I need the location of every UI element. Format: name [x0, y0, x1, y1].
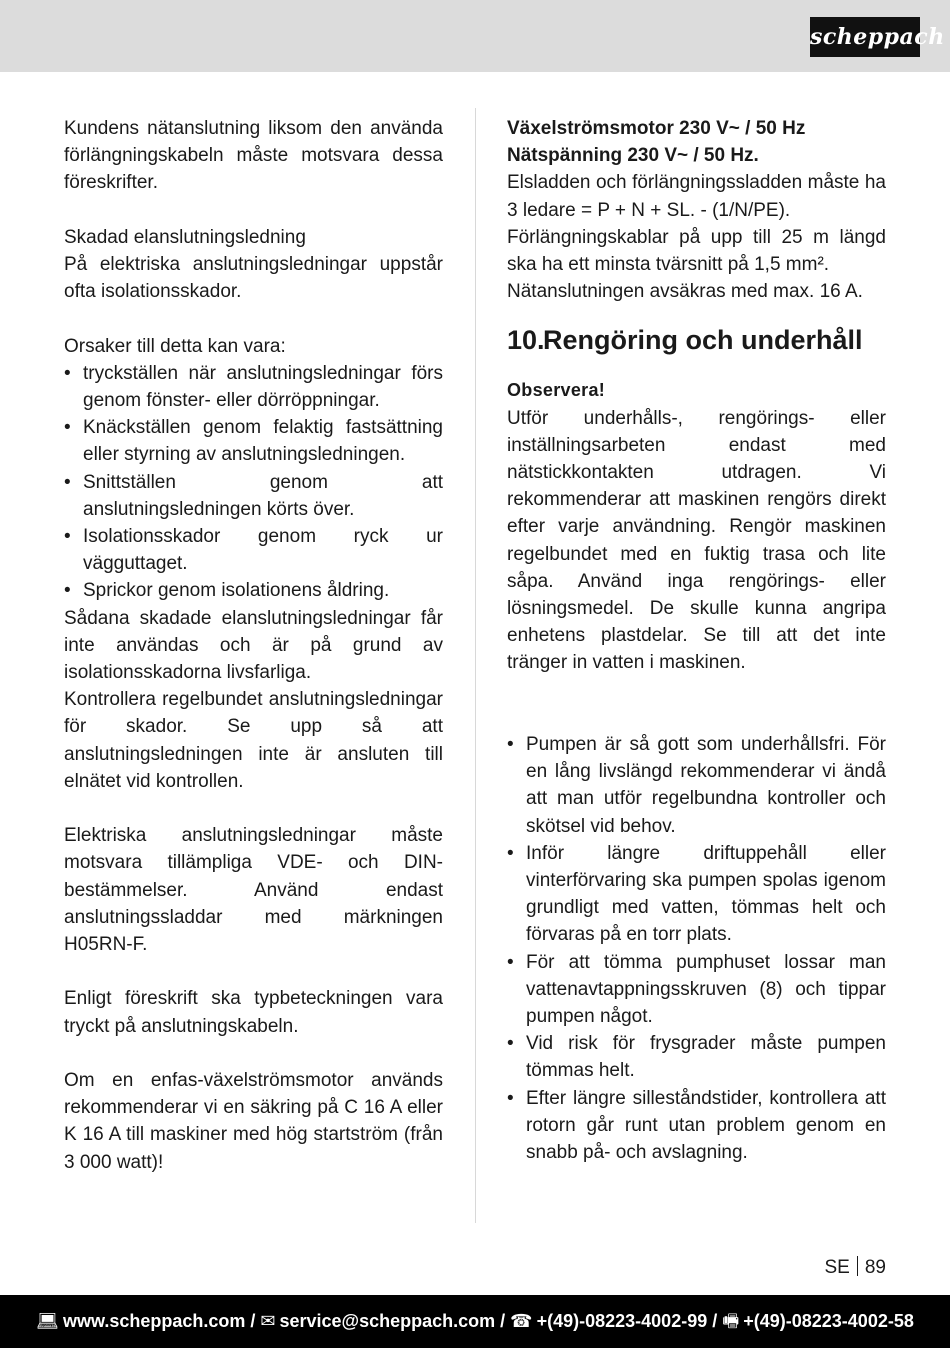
paragraph: På elektriska anslutningsledningar uppstår ofta isolationsskador.: [64, 254, 443, 303]
paragraph: Orsaker till detta kan vara:: [64, 335, 286, 357]
list-item: • Snittställen genom att anslutningsledningen körts över.: [64, 471, 443, 520]
paragraph: Sådana skadade elanslutningsledningar får inte användas och är på grund av isolationsskadorna livsfarliga.: [64, 607, 443, 684]
fax-icon: 🖷︎: [722, 1311, 740, 1331]
list-item: • Isolationsskador genom ryck ur vägguttaget.: [64, 526, 443, 575]
paragraph: Kontrollera regelbundet anslutningsledningar för skador. Se upp så att anslutningsledningen inte är ansluten till elnätet vid kontrollen.: [64, 689, 443, 792]
language-code: SE: [824, 1257, 850, 1278]
paragraph: Nätanslutningen avsäkras med max. 16 A.: [507, 281, 863, 303]
email-icon: ✉︎: [260, 1311, 276, 1331]
footer-phone: +(49)-08223-4002-99 /: [536, 1311, 718, 1331]
paragraph: Om en enfas-växelströmsmotor används rekommenderar vi en säkring på C 16 A eller K 16 A till maskiner med hög startström (från 3 000 watt)!: [64, 1070, 443, 1173]
footer-fax: +(49)-08223-4002-58: [743, 1311, 914, 1331]
page-number: [825, 1256, 887, 1280]
list-item: • För att tömma pumphuset lossar man vattenavtappningsskruven (8) och tippar pumpen något.: [507, 951, 886, 1028]
section-title: Rengöring och underhåll: [543, 325, 863, 356]
motor-spec: Växelströmsmotor 230 V~ / 50 Hz: [507, 118, 806, 139]
list-item: • Sprickor genom isolationens åldring.: [64, 580, 390, 602]
header-bar: [0, 0, 950, 72]
footer-email[interactable]: service@scheppach.com /: [279, 1311, 506, 1331]
paragraph-heading: Skadad elanslutningsledning: [64, 226, 306, 248]
paragraph: Kundens nätanslutning liksom den använda förlängningskabeln måste motsvara dessa föreskrifter.: [64, 118, 443, 194]
list-item: • tryckställen när anslutningsledningar förs genom fönster- eller dörröppningar.: [64, 362, 443, 411]
list-item: • Efter längre silleståndstider, kontrollera att rotorn går runt utan problem genom en snabb på- och avslagning.: [507, 1087, 886, 1164]
section-number: 10.: [507, 325, 545, 356]
causes-list: [64, 360, 443, 605]
list-item: • Knäckställen genom felaktig fastsättning eller styrning av anslutningsledningen.: [64, 417, 443, 466]
voltage-spec: Nätspänning 230 V~ / 50 Hz.: [507, 145, 759, 167]
list-item: • Inför längre driftuppehåll eller vinterförvaring ska pumpen spolas igenom grundligt med vatten, tömmas helt och förvaras på en torr plats.: [507, 842, 886, 946]
paragraph: Enligt föreskrift ska typbeteckningen vara tryckt på anslutningskabeln.: [64, 988, 443, 1037]
footer-website[interactable]: www.scheppach.com /: [62, 1311, 256, 1331]
list-item: • Pumpen är så gott som underhållsfri. För en lång livslängd rekommenderar vi ändå att man utför regelbundna kontroller och skötsel vid behov.: [507, 734, 886, 837]
paragraph: Förlängningskablar på upp till 25 m längd ska ha ett minsta tvärsnitt på 1,5 mm².: [507, 226, 886, 276]
paragraph: Elektriska anslutningsledningar måste motsvara tillämpliga VDE- och DIN-bestämmelser. Använd endast anslutningssladdar med märkningen H05RN-F.: [64, 825, 443, 956]
section-heading: [507, 323, 886, 357]
computer-icon: 💻︎: [36, 1311, 59, 1331]
list-item: • Vid risk för frysgrader måste pumpen tömmas helt.: [507, 1033, 886, 1082]
paragraph: Utför underhålls-, rengörings- eller inställningsarbeten endast med nätstickkontakten utdragen. Vi rekommenderar att maskinen rengörs direkt efter varje användning. Rengör maskinen regelbundet med en fuktig trasa och lite såpa. Använd inga rengörings- eller lösningsmedel. De skulle kunna angripa enhetens plastdelar. Se till att det inte tränger in vatten i maskinen.: [507, 407, 886, 674]
right-column: [507, 115, 886, 1166]
scheppach-logo: scheppach: [810, 17, 920, 57]
page-number-value: 89: [864, 1257, 886, 1278]
column-divider: [475, 108, 476, 1223]
observe-label: Observera!: [507, 380, 606, 401]
paragraph: Elsladden och förlängningssladden måste ha 3 ledare = P + N + SL. - (1/N/PE).: [507, 172, 886, 221]
left-column: [64, 115, 443, 1176]
footer-bar: [0, 1295, 950, 1348]
phone-icon: ☎︎: [510, 1311, 533, 1331]
maintenance-list: [507, 731, 886, 1166]
